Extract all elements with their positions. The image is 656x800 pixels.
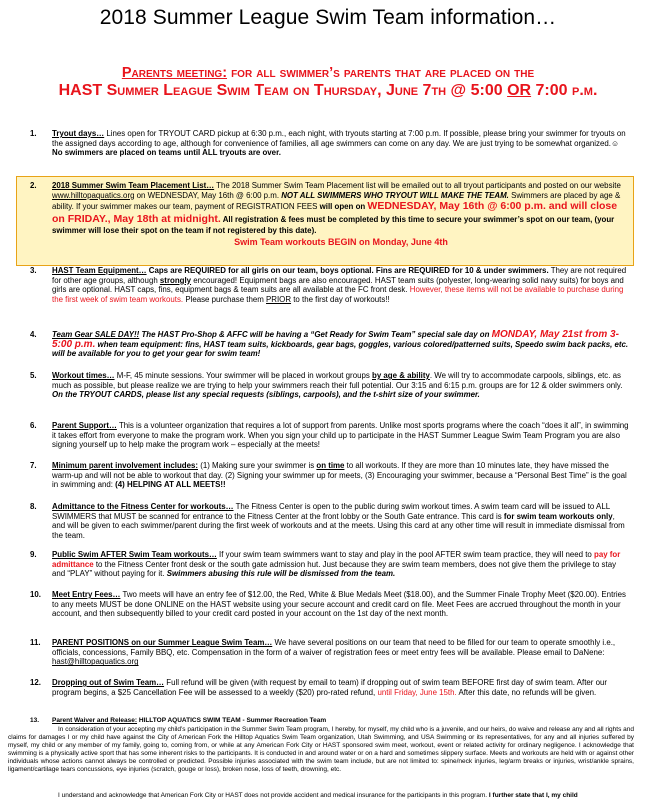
item-heading: HAST Team Equipment…	[52, 266, 147, 275]
meeting-line-2a: HAST Summer League Swim Team on Thursday, June 7th @ 5:00	[58, 82, 508, 99]
item-body: to the first day of workouts!!	[291, 294, 390, 304]
item-number: 3.	[30, 266, 37, 275]
item-body-bold-italic: Swimmers abusing this rule will be dismissed from the team.	[166, 569, 396, 579]
smile-icon: ☺	[610, 138, 619, 148]
item-body-bold-italic: NOT ALL SWIMMERS WHO TRYOUT WILL MAKE THE TEAM.	[281, 190, 509, 200]
item-body: . We will try to accommodate carpools, siblings, etc. as much as possible, but please realize we are trying to help your swimmers reach their full potential. Our 3:15 and 6:15 p.m. groups are for 12 & older swimmers only.	[52, 371, 623, 390]
item-number: 11.	[30, 638, 41, 647]
item-body-red: pay for admittance	[52, 550, 621, 569]
item-heading: Parent Waiver and Release:	[52, 717, 138, 724]
item-body-emphasis: on time	[316, 461, 345, 470]
item-body: (1) Making sure your swimmer is	[198, 461, 317, 470]
item-body: Lines open for TRYOUT CARD pickup at 6:30 p.m., each night, with tryouts starting at 7:00 p.m. If possible, please bring your swimmer for tryouts on the assigned days according to age, although for convenience of families, all age swimmers can come on any day. We are just trying to be somewhat organized.	[52, 129, 626, 148]
meeting-line-1	[20, 64, 636, 82]
item-body-emphasis: by age & ability	[372, 371, 430, 380]
item-body: on WEDNESDAY, May 16th @ 6:00 p.m.	[134, 190, 282, 200]
item-body-red: However, these items will not be available to purchase during the first week of swim team workouts.	[52, 285, 624, 304]
item-number: 4.	[30, 330, 37, 339]
meeting-line-2b: 7:00 p.m.	[531, 82, 598, 99]
item-text	[52, 371, 630, 400]
item-body: to the Fitness Center front desk or the south gate admission hut. Just because they are swim team members, does not give them the privilege to stay and “PLAY” without paying for it.	[52, 559, 617, 579]
item-text	[52, 590, 630, 619]
item-heading: Meet Entry Fees…	[52, 590, 121, 599]
item-heading: PARENT POSITIONS on our Summer League Swim Team…	[52, 638, 273, 647]
item-body: Full refund will be given (with request by email to team) if dropping out of swim team BEFORE first day of swim team. After our program begins, a $25 Cancellation Fee will be assessed to a weekly ($20) pro-rated refund,	[52, 678, 608, 697]
item-body: The 2018 Summer Swim Team Placement list will be emailed out to all tryout participants and posted on our website	[214, 181, 621, 190]
item-body: to all workouts. If they are more than 10 minutes late, they have missed the warm-up and will not be able to workout that day. (2) Signing your swimmer up for meets, (3) Encouraging your swimmer, because a “Personal Best Time” is the goal in swimming and:	[52, 461, 627, 490]
item-body: Two meets will have an entry fee of $12.00, the Red, White & Blue Medals Meet ($18.00), and the Summer Finale Trophy Meet ($20.00). Entries to any meets MUST be done ONLINE on the HAST website using your secure account and credit card on file. Meet Fees are accrued throughout the month in your account, and then subsequently billed to your credit card posted in your account on the 1st day of the next month.	[52, 590, 626, 619]
item-body-bold: for swim team workouts only	[503, 511, 613, 521]
item-body: If your swim team swimmers want to stay and play in the pool AFTER swim team practice, they will need to	[216, 550, 594, 559]
item-number: 6.	[30, 421, 37, 430]
parents-meeting-banner	[20, 64, 636, 100]
item-text	[52, 129, 630, 158]
item-text	[52, 421, 630, 450]
email-link[interactable]: hast@hilltopaquatics.org	[52, 657, 139, 667]
item-text	[52, 638, 630, 667]
item-heading: Admittance to the Fitness Center for workouts…	[52, 502, 234, 511]
item-body: , and will be given to each swimmer/parent during the first week of workouts and at the meets. Using this card at any other time will result in immediate dismissal from the team.	[52, 511, 625, 540]
waiver-last-text: I understand and acknowledge that American Fork City or HAST does not provide accident and medical insurance for the participants in this program.	[58, 792, 488, 799]
item-number: 8.	[30, 502, 37, 511]
item-body: We have several positions on our team that need to be filled for our team to operate smoothly i.e., officials, concessions, Family BBQ, etc. Compensation in the form of a waiver of registration fees or meet entry fees will be available. Please email to DaNene:	[52, 638, 616, 657]
item-heading: Tryout days…	[52, 129, 105, 138]
waiver-last-line	[58, 792, 634, 800]
registration-dates: WEDNESDAY, May 16th @ 6:00 p.m. and will close on FRIDAY., May 18th at midnight.	[52, 200, 618, 226]
item-body-underline: PRIOR	[266, 294, 292, 304]
item-body-bold: No swimmers are placed on teams until ALL tryouts are over.	[52, 148, 281, 158]
item-heading: 2018 Summer Swim Team Placement List…	[52, 181, 215, 190]
item-body-bold: Caps are REQUIRED for all girls on our team, boys optional. Fins are REQUIRED for 10 & under swimmers.	[146, 266, 549, 275]
waiver-last-bold: I further state that I, my child	[487, 792, 578, 799]
item-body: They are not required for other age groups, although	[52, 266, 627, 285]
page-title: 2018 Summer League Swim Team information…	[99, 6, 557, 29]
workouts-begin-note: Swim Team workouts BEGIN on Monday, June 4th	[234, 236, 448, 247]
item-number: 13.	[30, 717, 40, 724]
meeting-line-1-text: for all swimmer’s parents that are placed on the	[231, 65, 535, 81]
item-body: Please purchase them	[183, 294, 267, 304]
waiver-subtitle: HILLTOP AQUATICS SWIM TEAM - Summer Recreation Team	[137, 717, 327, 724]
meeting-or: OR	[507, 82, 532, 99]
sale-date: MONDAY, May 21st from 3-5:00 p.m.	[52, 329, 619, 350]
item-body: The HAST Pro-Shop & AFFC will be having a “Get Ready for Swim Team” special sale day on	[139, 330, 492, 339]
item-text	[52, 330, 630, 359]
item-body: The Fitness Center is open to the public during swim workout times. A swim team card will be issued to ALL SWIMMERS that MUST be scanned for entrance to the Fitness Center at the front lobby or the South Gate entrance. This card is	[52, 502, 610, 521]
item-body-red: until Friday, June 15th.	[377, 687, 457, 697]
item-number: 5.	[30, 371, 37, 380]
item-text	[52, 678, 630, 697]
item-number: 7.	[30, 461, 37, 470]
item-body: This is a volunteer organization that requires a lot of support from parents. Unlike most sports programs where the coach “does it all”, in swimming it takes effort from everyone to make the program work. When you sign your child up to participate in the HAST Summer League Swim Team Program you are also signing yourself up to help make the program work – especially at the meets!	[52, 421, 629, 450]
item-text	[52, 181, 630, 248]
item-number: 9.	[30, 550, 37, 559]
item-body: when team equipment: fins, HAST team suits, kickboards, gear bags, goggles, various colored/patterned suits, Speedo swim back packs, etc. will be available for you to get your gear for swim team!	[52, 339, 629, 359]
item-heading: Parent Support…	[52, 421, 117, 430]
item-number: 10.	[30, 590, 41, 599]
item-heading: Public Swim AFTER Swim Team workouts…	[52, 550, 217, 559]
meeting-label: Parents meeting:	[121, 65, 228, 81]
item-number: 12.	[30, 678, 41, 687]
waiver-body: In consideration of your accepting my child’s participation in the Summer Swim Team program, I hereby, for myself, my child who is a juvenile, and our heirs, do waive and release any and all rights and claims for damages I or my child have against the City of American Fork the Hilltop Aquatics Swim Team organization, Utah Swimming, and USA Swimming or its representatives, for any and all injuries suffered by myself, my child or any member of my family, going to, coming from, or while at any American Fork City or HAST sponsored swim meet, workout, event or related activity for ordinary negligence. I acknowledge that swimming is a physically active sport that has some inherent risks to the participants. It is conducted in and around water or on a hard and sometimes slippery surface. Meets and workouts are held with or against other individuals whose actions cannot always be controlled or predicted. Possible injuries associated with the swim team include, but are not limited to: spine/neck injuries, leg/arm breaks or injuries, wrist/ankle sprains, ligament/cartilage tears concussions, eye injuries (scratch, gouge or loss), broken nose, loss of teeth, drowning, etc.	[8, 726, 634, 774]
item-body: Swimmers are placed by age & ability. If your swimmer makes our team, payment of REGISTRATION FEES	[52, 190, 621, 212]
item-text	[52, 502, 630, 540]
item-body-bold: (4) HELPING AT ALL MEETS!!	[115, 480, 226, 490]
item-text	[52, 266, 630, 304]
item-body-bold: All registration & fees must be completed by this time to secure your swimmer’s spot on our team, (your swimmer will lose their spot on the team if not registered by this date).	[52, 215, 615, 236]
item-body-bold-italic: On the TRYOUT CARDS, please list any special requests (siblings, carpools), and the t-shirt size of your swimmer.	[52, 390, 480, 400]
item-body-emphasis: strongly	[159, 275, 192, 285]
item-number: 2.	[30, 181, 37, 190]
meeting-line-2	[20, 82, 636, 100]
item-text	[52, 717, 630, 725]
item-text	[52, 550, 630, 579]
item-heading: Minimum parent involvement includes:	[52, 461, 198, 470]
item-heading: Dropping out of Swim Team…	[52, 678, 165, 687]
item-text	[52, 461, 630, 490]
website-link[interactable]: www.hilltopaquatics.org	[52, 190, 135, 200]
item-body: After this date, no refunds will be given.	[456, 687, 597, 697]
item-heading: Workout times…	[52, 371, 115, 380]
item-body-bold: will open on	[319, 202, 368, 212]
item-body: M-F, 45 minute sessions. Your swimmer will be placed in workout groups	[114, 371, 372, 380]
item-number: 1.	[30, 129, 37, 138]
item-heading: Team Gear SALE DAY!!	[52, 330, 140, 339]
item-body: encouraged! Equipment bags are also encouraged. HAST team suits (polyester, long-wearing solid navy suits) for boys and girls are optional. HAST caps, fins, equipment bags & team suits are all available at the FC front desk.	[52, 275, 624, 295]
